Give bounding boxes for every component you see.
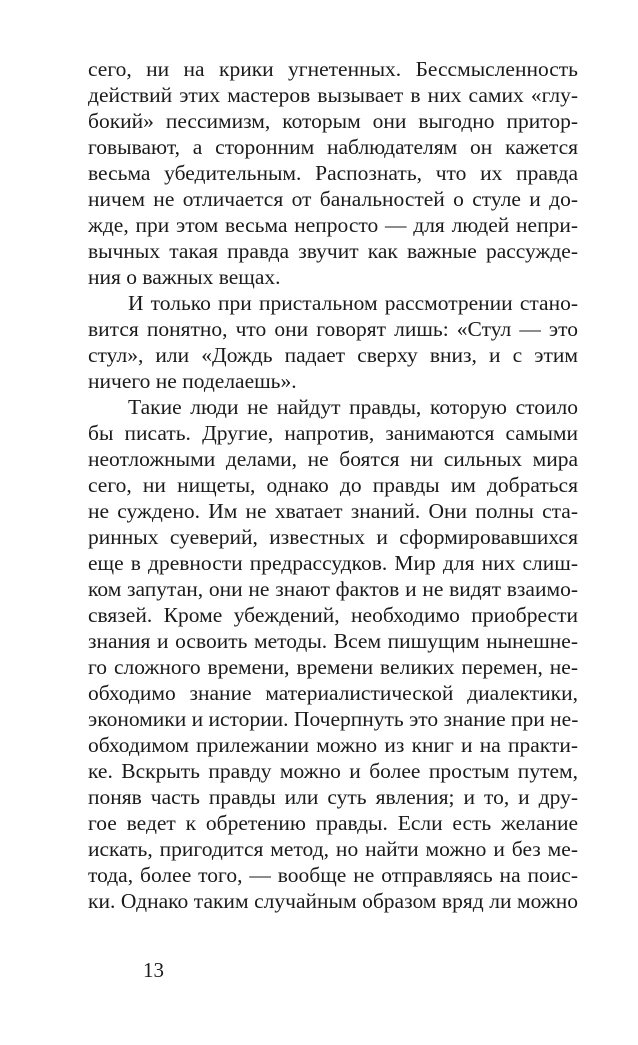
- text-line: И только при пристальном рассмотрении стано-: [128, 291, 578, 315]
- text-line: стул», или «Дождь падает сверху вниз, и с этим: [88, 343, 578, 367]
- text-line: связей. Кроме убеждений, необходимо приобрести: [88, 603, 578, 627]
- text-line: ничего не поделаешь».: [88, 369, 297, 393]
- page-body-text: [88, 56, 578, 914]
- text-line: неотложными делами, не боятся ни сильных мира: [88, 447, 578, 471]
- text-line: поняв часть правды или суть явления; и то, и дру-: [88, 785, 578, 809]
- text-line: тода, более того, — вообще не отправляясь на поис-: [88, 863, 578, 887]
- text-line: говывают, а сторонним наблюдателям он кажется: [88, 135, 578, 159]
- text-line: ком запутан, они не знают фактов и не видят взаимо-: [88, 577, 578, 601]
- text-line: не суждено. Им не хватает знаний. Они полны ста-: [88, 499, 578, 523]
- text-line: ния о важных вещах.: [88, 265, 281, 289]
- page-number: 13: [143, 958, 164, 982]
- text-line: вится понятно, что они говорят лишь: «Стул — это: [88, 317, 578, 341]
- text-line: еще в древности предрассудков. Мир для них слиш-: [88, 551, 578, 575]
- text-line: Такие люди не найдут правды, которую стоило: [128, 395, 578, 419]
- text-line: ке. Вскрыть правду можно и более простым путем,: [88, 759, 578, 783]
- text-line: ринных суеверий, известных и сформировавшихся: [88, 525, 578, 549]
- text-line: жде, при этом весьма непросто — для людей непри-: [88, 213, 578, 237]
- text-line: весьма убедительным. Распознать, что их правда: [88, 161, 578, 185]
- text-line: сего, ни на крики угнетенных. Бессмысленность: [88, 57, 578, 81]
- text-line: действий этих мастеров вызывает в них самих «глу-: [88, 83, 578, 107]
- text-line: гое ведет к обретению правды. Если есть желание: [88, 811, 578, 835]
- text-line: бокий» пессимизм, которым они выгодно притор-: [88, 109, 578, 133]
- text-line: сего, ни нищеты, однако до правды им добраться: [88, 473, 578, 497]
- text-line: ничем не отличается от банальностей о стуле и до-: [88, 187, 578, 211]
- text-line: обходимом прилежании можно из книг и на практи-: [88, 733, 578, 757]
- text-line: бы писать. Другие, напротив, занимаются самыми: [88, 421, 578, 445]
- text-line: искать, пригодится метод, но найти можно и без ме-: [88, 837, 578, 861]
- text-line: ки. Однако таким случайным образом вряд ли можно: [88, 889, 578, 913]
- text-line: обходимо знание материалистической диалектики,: [88, 681, 578, 705]
- text-line: вычных такая правда звучит как важные рассужде-: [88, 239, 578, 263]
- text-line: го сложного времени, времени великих перемен, не-: [88, 655, 578, 679]
- text-line: экономики и истории. Почерпнуть это знание при не-: [88, 707, 579, 731]
- text-line: знания и освоить методы. Всем пишущим нынешне-: [88, 629, 578, 653]
